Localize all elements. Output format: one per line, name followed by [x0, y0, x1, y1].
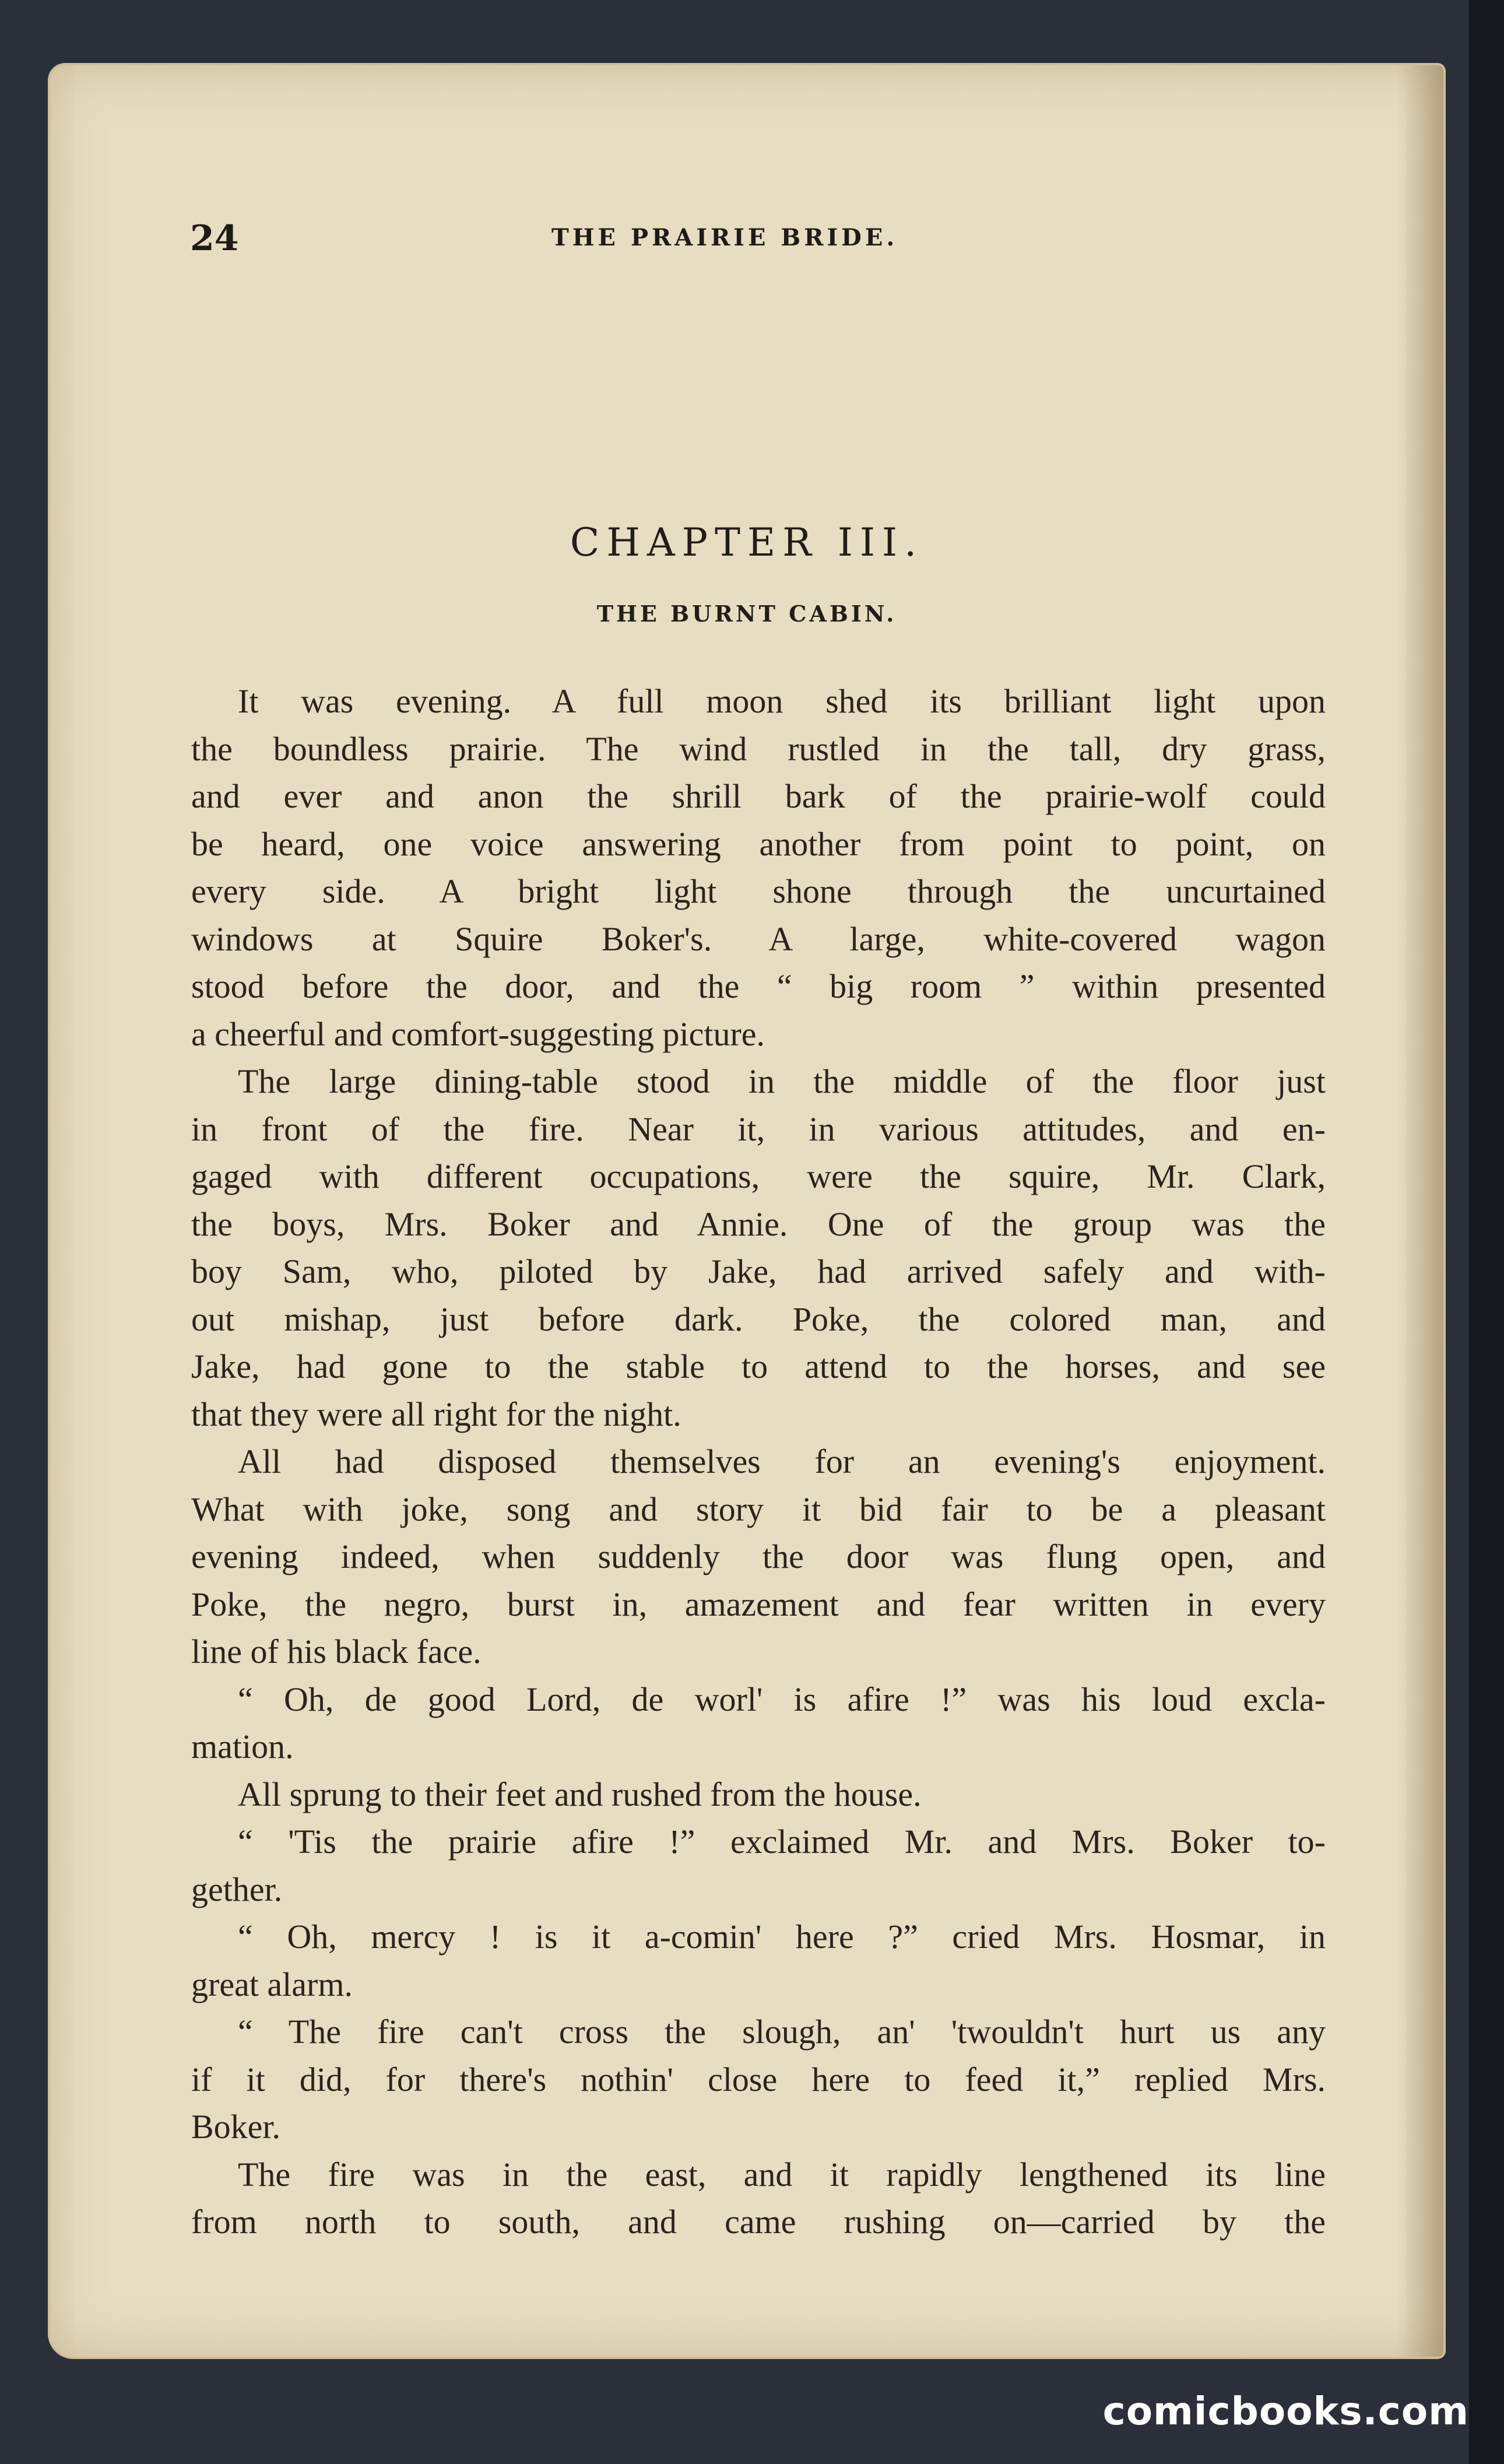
- text-line: All had disposed themselves for an evening's enjoyment.: [238, 1442, 1326, 1480]
- text-line: What with joke, song and story it bid fair to be a pleasant: [191, 1490, 1326, 1528]
- text-line: and ever and anon the shrill bark of the prairie-wolf could: [191, 777, 1326, 815]
- chapter-subtitle: THE BURNT CABIN.: [596, 601, 897, 627]
- text-line: Poke, the negro, burst in, amazement and fear written in every: [191, 1585, 1326, 1623]
- text-line: “ Oh, de good Lord, de worl' is afire !” was his loud excla-: [238, 1680, 1326, 1718]
- text-line: It was evening. A full moon shed its brilliant light upon: [238, 682, 1326, 720]
- chapter-title: CHAPTER III.: [570, 520, 924, 565]
- text-line: from north to south, and came rushing on—carried by the: [191, 2203, 1326, 2241]
- text-line: every side. A bright light shone through the uncurtained: [191, 872, 1326, 910]
- page-number: 24: [190, 218, 239, 259]
- text-line: “ The fire can't cross the slough, an' 'twouldn't hurt us any: [238, 2013, 1326, 2051]
- text-line: be heard, one voice answering another from point to point, on: [191, 824, 1326, 863]
- text-line: evening indeed, when suddenly the door was flung open, and: [191, 1538, 1326, 1575]
- text-line: gether.: [191, 1870, 283, 1908]
- text-line: great alarm.: [191, 1965, 353, 2003]
- text-line: in front of the fire. Near it, in various attitudes, and en-: [191, 1110, 1326, 1148]
- text-line: windows at Squire Boker's. A large, white-covered wagon: [191, 919, 1326, 958]
- text-line: All sprung to their feet and rushed from the house.: [238, 1775, 922, 1813]
- watermark: comicbooks.com: [1102, 2389, 1469, 2434]
- text-line: mation.: [191, 1728, 294, 1765]
- text-line: the boys, Mrs. Boker and Annie. One of the group was the: [191, 1205, 1326, 1243]
- text-line: gaged with different occupations, were the squire, Mr. Clark,: [191, 1157, 1326, 1195]
- scanner-backdrop-edge: [1469, 0, 1504, 2464]
- book-page: [50, 65, 1443, 2357]
- text-line: if it did, for there's nothin' close here to feed it,” replied Mrs.: [191, 2060, 1326, 2098]
- text-line: boy Sam, who, piloted by Jake, had arrived safely and with-: [191, 1252, 1326, 1290]
- text-line: the boundless prairie. The wind rustled in the tall, dry grass,: [191, 729, 1326, 768]
- text-line: “ Oh, mercy ! is it a-comin' here ?” cried Mrs. Hosmar, in: [238, 1918, 1326, 1956]
- page-spine-shadow: [1397, 65, 1443, 2357]
- text-line: that they were all right for the night.: [191, 1395, 681, 1433]
- text-line: The large dining-table stood in the middle of the floor just: [238, 1062, 1326, 1100]
- text-line: Jake, had gone to the stable to attend to the horses, and see: [191, 1347, 1326, 1385]
- text-line: “ 'Tis the prairie afire !” exclaimed Mr. and Mrs. Boker to-: [238, 1823, 1326, 1861]
- text-line: stood before the door, and the “ big room ” within presented: [191, 967, 1326, 1005]
- text-line: line of his black face.: [191, 1633, 482, 1670]
- body-text: [191, 678, 1326, 2246]
- text-line: Boker.: [191, 2108, 281, 2146]
- text-line: out mishap, just before dark. Poke, the colored man, and: [191, 1300, 1326, 1338]
- running-head: THE PRAIRIE BRIDE.: [551, 224, 898, 251]
- text-line: The fire was in the east, and it rapidly lengthened its line: [238, 2155, 1326, 2193]
- text-line: a cheerful and comfort-suggesting picture.: [191, 1015, 765, 1053]
